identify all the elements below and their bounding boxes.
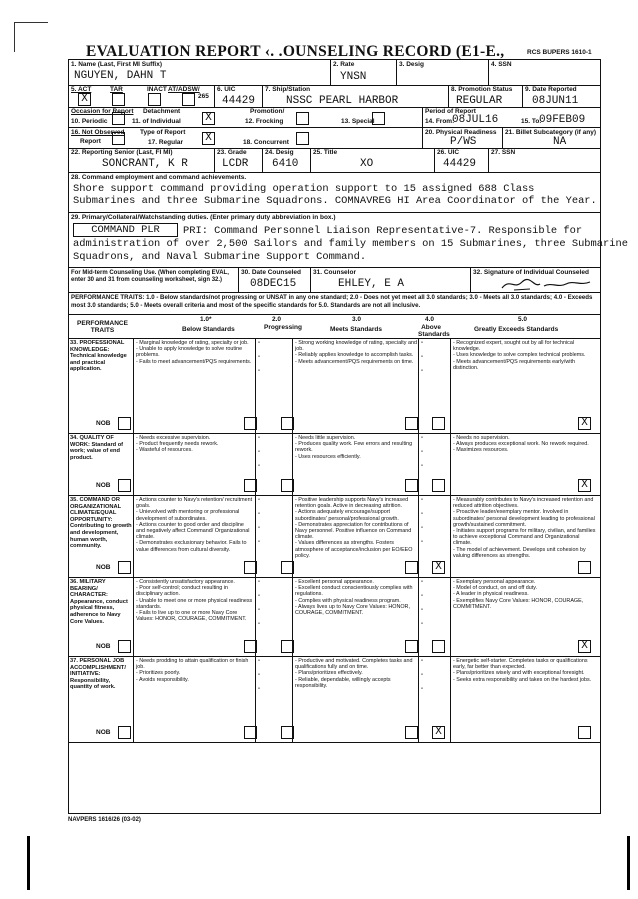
- dash-mark: -: [421, 368, 423, 374]
- trait-standard: - Marginal knowledge of rating, specialty or job.: [136, 340, 249, 346]
- traits-header: PERFORMANCE TRAITS: [77, 320, 128, 334]
- dash-mark: -: [421, 672, 423, 678]
- form-title: EVALUATION REPORT ‹. .OUNSELING RECORD (E1-E.,: [86, 43, 505, 60]
- date-counseled-label: 30. Date Counseled: [241, 269, 301, 276]
- not-observed-label: 16. Not Observed: [71, 129, 125, 136]
- grade-checkbox-2[interactable]: [281, 726, 294, 739]
- grade-2-sub: Progressing: [264, 324, 302, 331]
- grade-checkbox-5[interactable]: X: [578, 479, 591, 492]
- trait-standard: - Initiates support programs for military, civilian, and families to achieve exceptional Command and Organizational climate.: [453, 528, 596, 547]
- grade-checkbox-5[interactable]: [578, 726, 591, 739]
- member-name: NGUYEN, DAHN T: [74, 70, 167, 82]
- command-employment-label: 28. Command employment and command achievements.: [71, 174, 247, 181]
- promotion-label: Promotion/: [250, 108, 285, 115]
- billet-label: 21. Billet Subcategory (if any): [505, 129, 597, 136]
- grade-value: LCDR: [222, 158, 249, 170]
- counselor-value: EHLEY, E A: [338, 278, 405, 290]
- member-signature: [500, 276, 592, 292]
- grade-checkbox-2[interactable]: [281, 561, 294, 574]
- duties-line3: Squadrons, and Naval Submarine Support Command.: [73, 251, 367, 263]
- occasion-label: Occasion for Report: [71, 108, 134, 115]
- grade-3-header: 3.0: [352, 316, 362, 323]
- grade-checkbox-1[interactable]: [244, 640, 257, 653]
- title-label: 25. Title: [313, 149, 338, 156]
- title-value: XO: [360, 158, 374, 170]
- trait-standard: - Consistently unsatisfactory appearance.: [136, 579, 235, 585]
- dash-mark: -: [421, 621, 423, 627]
- dash-mark: -: [421, 511, 423, 517]
- ssn-label: 4. SSN: [491, 61, 512, 68]
- meets-standards-list: [295, 340, 417, 365]
- reporting-senior-value: SONCRANT, K R: [102, 158, 188, 170]
- concurrent-checkbox[interactable]: [296, 132, 309, 145]
- below-standards-list: [136, 658, 254, 683]
- grade-checkbox-nob[interactable]: [118, 726, 131, 739]
- rate-value: YNSN: [340, 71, 367, 83]
- trait-standard: - Needs excessive supervision.: [136, 435, 211, 441]
- frocking-checkbox[interactable]: [296, 112, 309, 125]
- inact-checkbox[interactable]: [148, 93, 161, 106]
- grade-4-sub: Above Standards: [418, 324, 450, 338]
- to-label: 15. To:: [521, 118, 542, 125]
- duties-label: 29. Primary/Collateral/Watchstanding duties. (Enter primary duty abbreviation in box.): [71, 214, 336, 221]
- nob-label: NOB: [96, 564, 111, 571]
- atadsw-checkbox[interactable]: [182, 93, 195, 106]
- dash-mark: -: [258, 658, 260, 664]
- dash-mark: -: [421, 340, 423, 346]
- dash-mark: -: [258, 621, 260, 627]
- trait-standard: - Maximizes resources.: [453, 447, 509, 454]
- date-reported-label: 9. Date Reported: [525, 86, 577, 93]
- trait-standard: - Unable to apply knowledge to solve routine problems.: [136, 346, 243, 359]
- greatly-exceeds-list: [453, 435, 599, 454]
- date-reported-value: 08JUN11: [532, 95, 579, 107]
- grade-1-header: 1.0*: [200, 316, 212, 323]
- primary-duty-box: COMMAND PLR: [73, 223, 178, 237]
- rate-label: 2. Rate: [333, 61, 355, 68]
- special-checkbox[interactable]: [372, 112, 385, 125]
- nob-label: NOB: [96, 643, 111, 650]
- greatly-exceeds-list: [453, 340, 599, 371]
- dash-mark: -: [258, 579, 260, 585]
- below-standards-list: [136, 340, 254, 365]
- grade-checkbox-4[interactable]: [432, 417, 445, 430]
- trait-standard: - Actions adequately encourage/support subordinates' personal/professional growth.: [295, 509, 399, 522]
- trait-standard: - Exemplifies Navy Core Values: HONOR, COURAGE, COMMITMENT.: [453, 597, 584, 610]
- dash-mark: -: [421, 463, 423, 469]
- meets-standards-list: [295, 658, 417, 689]
- dash-mark: -: [258, 354, 260, 360]
- rcs-number: RCS BUPERS 1610-1: [527, 49, 592, 56]
- grade-checkbox-2[interactable]: [281, 640, 294, 653]
- dash-mark: -: [258, 672, 260, 678]
- dash-mark: -: [421, 579, 423, 585]
- nob-label: NOB: [96, 729, 111, 736]
- trait-standard: - Reliable, dependable, willingly accepts responsibility.: [295, 676, 391, 689]
- trait-standard: - Produces quality work. Few errors and resulting rework.: [295, 441, 413, 454]
- dash-mark: -: [258, 539, 260, 545]
- trait-standard: - Excellent conduct conscientiously complies with regulations.: [295, 585, 413, 598]
- trait-standard: - Excellent personal appearance.: [295, 579, 374, 585]
- periodic-checkbox[interactable]: [112, 112, 125, 125]
- form-footer: NAVPERS 1616/26 (03-02): [68, 817, 141, 823]
- grade-checkbox-3[interactable]: [405, 561, 418, 574]
- performance-note: PERFORMANCE TRAITS: 1.0 - Below standards/not progressing or UNSAT in any one standard; 2.0 - Does not yet meet all 3.0 standards; 3.0 - Meets all 3.0 standards; 4.0 - Exceeds most 3.0 standards; 5.0 - Meets overall criteria and most of the specific standards for 5.0. Standards are not all inclusive.: [71, 294, 593, 309]
- desig-label: 3. Desig: [399, 61, 424, 68]
- trait-standard: - Wasteful of resources.: [136, 447, 193, 454]
- grade-checkbox-5[interactable]: [578, 561, 591, 574]
- trait-standard: - Proactive leader/exemplary mentor. Involved in subordinates' personal development leading to professional growth/sustained commitment.: [453, 509, 595, 528]
- trait-name: 36. MILITARY BEARING/ CHARACTER: Appearance, conduct physical fitness, adherence to Navy Core Values.: [70, 579, 128, 625]
- x265-label: 265: [198, 93, 209, 100]
- grade-checkbox-4[interactable]: X: [432, 561, 445, 574]
- grade-checkbox-1[interactable]: [244, 479, 257, 492]
- senior-desig-value: 6410: [272, 158, 299, 170]
- scan-bar-left: [27, 836, 30, 890]
- trait-name: 34. QUALITY OF WORK: Standard of work; value of end product.: [70, 435, 124, 461]
- meets-standards-list: [295, 579, 417, 616]
- name-label: 1. Name (Last, First MI Suffix): [71, 61, 163, 68]
- trait-standard: - Needs no supervision.: [453, 435, 510, 441]
- trait-standard: - Fails to live up to one or more Navy Core Values: HONOR, COURAGE, COMMITMENT.: [136, 610, 247, 623]
- type-report-label: Type of Report: [140, 129, 186, 136]
- trait-standard: - Unable to meet one or more physical readiness standards.: [136, 597, 253, 610]
- detachment-label: Detachment: [143, 108, 181, 115]
- grade-checkbox-1[interactable]: [244, 417, 257, 430]
- trait-standard: - Energetic self-starter. Completes tasks or qualifications early, far better than expected.: [453, 658, 588, 671]
- midterm-label: For Mid-term Counseling Use. (When completing EVAL, enter 30 and 31 from counseling worksheet, sign 32.): [71, 270, 229, 283]
- trait-standard: - Always produces exceptional work. No rework required.: [453, 441, 589, 448]
- grade-checkbox-1[interactable]: [244, 561, 257, 574]
- tar-label: TAR: [110, 86, 123, 93]
- below-standards-list: [136, 579, 254, 622]
- nob-label: NOB: [96, 482, 111, 489]
- dash-mark: -: [258, 368, 260, 374]
- grade-checkbox-4[interactable]: [432, 479, 445, 492]
- from-label: 14. From:: [425, 118, 455, 125]
- readiness-label: 20. Physical Readiness: [425, 129, 497, 136]
- duties-line1: PRI: Command Personnel Liaison Representative-7. Responsible for: [183, 225, 583, 237]
- scan-corner-mark: [14, 22, 48, 23]
- duties-line2: administration of over 2,500 Sailors and family members on 15 Submarines, three Submarine: [73, 238, 628, 250]
- senior-ssn-label: 27. SSN: [491, 149, 516, 156]
- trait-standard: - Exemplary personal appearance.: [453, 579, 536, 585]
- trait-standard: - Demonstrates exclusionary behavior. Fails to value differences from cultural diversity.: [136, 540, 247, 553]
- dash-mark: -: [421, 449, 423, 455]
- trait-standard: - Avoids responsibility.: [136, 676, 189, 683]
- grade-checkbox-3[interactable]: [405, 726, 418, 739]
- concurrent-label: 18. Concurrent: [243, 139, 289, 146]
- ship-value: NSSC PEARL HARBOR: [286, 95, 399, 107]
- senior-uic-label: 26. UIC: [437, 149, 460, 156]
- atadsw-label: AT/ADSW/: [168, 86, 200, 93]
- grade-checkbox-4[interactable]: X: [432, 726, 445, 739]
- grade-checkbox-nob[interactable]: [118, 417, 131, 430]
- grade-label: 23. Grade: [217, 149, 247, 156]
- scan-corner-mark-v: [14, 22, 15, 52]
- trait-standard: - Model of conduct, on and off duty.: [453, 585, 538, 592]
- dash-mark: -: [258, 593, 260, 599]
- dash-mark: -: [421, 539, 423, 545]
- dash-mark: -: [258, 686, 260, 692]
- grade-checkbox-3[interactable]: [405, 640, 418, 653]
- trait-standard: - Needs little supervision.: [295, 435, 356, 441]
- scan-bar-right: [627, 836, 630, 890]
- periodic-label: 10. Periodic: [71, 118, 108, 125]
- dash-mark: -: [258, 511, 260, 517]
- counselor-label: 31. Counselor: [313, 269, 356, 276]
- billet-value: NA: [553, 136, 567, 148]
- dash-mark: -: [421, 435, 423, 441]
- grade-checkbox-nob[interactable]: [118, 640, 131, 653]
- command-employment-text: Shore support command providing operation support to 15 assigned 688 Class Submarines and three Submarine Squadrons. COMNAVREG HI Area Coordinator of the Year.: [73, 183, 597, 207]
- trait-standard: - Prioritizes poorly.: [136, 670, 181, 677]
- readiness-value: P/WS: [450, 136, 477, 148]
- trait-standard: - Actions counter to Navy's retention/ recruitment goals.: [136, 497, 253, 510]
- dash-mark: -: [258, 525, 260, 531]
- promo-status-label: 8. Promotion Status: [451, 86, 513, 93]
- tar-checkbox[interactable]: [112, 93, 125, 106]
- period-label: Period of Report: [425, 108, 476, 115]
- nob-label: NOB: [96, 420, 111, 427]
- trait-standard: - Strong working knowledge of rating, specialty and job.: [295, 340, 417, 353]
- trait-standard: - Needs prodding to attain qualification or finish job.: [136, 658, 249, 671]
- act-checkbox[interactable]: X: [78, 93, 91, 106]
- greatly-exceeds-list: [453, 497, 599, 559]
- not-observed-checkbox[interactable]: [112, 132, 125, 145]
- greatly-exceeds-list: [453, 579, 599, 610]
- trait-standard: - Always lives up to Navy Core Values: HONOR, COURAGE, COMMITMENT.: [295, 603, 410, 617]
- senior-desig-label: 24. Desig: [265, 149, 294, 156]
- grade-3-sub: Meets Standards: [330, 326, 383, 333]
- trait-standard: - Plans/prioritizes effectively.: [295, 670, 363, 677]
- trait-standard: - Recognized expert, sought out by all for technical knowledge.: [453, 340, 575, 353]
- trait-standard: - Productive and motivated. Completes tasks and qualifications fully and on time.: [295, 658, 413, 671]
- trait-standard: - Product frequently needs rework.: [136, 441, 219, 448]
- grade-checkbox-4[interactable]: [432, 640, 445, 653]
- dash-mark: -: [258, 497, 260, 503]
- greatly-exceeds-list: [453, 658, 599, 683]
- uic-value: 44429: [222, 95, 256, 107]
- trait-standard: - Poor self-control; conduct resulting in disciplinary action.: [136, 585, 228, 598]
- regular-checkbox[interactable]: X: [202, 132, 215, 145]
- dash-mark: -: [258, 449, 260, 455]
- senior-uic-value: 44429: [443, 158, 477, 170]
- trait-standard: - The model of achievement. Develops unit cohesion by valuing differences as strengths.: [453, 546, 586, 559]
- grade-1-sub: Below Standards: [182, 326, 235, 333]
- grade-5-sub: Greatly Exceeds Standards: [474, 326, 559, 333]
- trait-standard: - Uses resources efficiently.: [295, 453, 361, 460]
- trait-standard: - Values differences as strengths. Fosters atmosphere of acceptance/inclusion per EO/EEO policy.: [295, 540, 413, 559]
- dash-mark: -: [421, 607, 423, 613]
- date-counseled-value: 08DEC15: [250, 278, 297, 290]
- trait-standard: - Reliably applies knowledge to accomplish tasks.: [295, 352, 414, 359]
- ship-label: 7. Ship/Station: [265, 86, 311, 93]
- grade-checkbox-nob[interactable]: [118, 479, 131, 492]
- grade-checkbox-2[interactable]: [281, 479, 294, 492]
- grade-2-header: 2.0: [272, 316, 282, 323]
- below-standards-list: [136, 497, 254, 553]
- dash-mark: -: [421, 525, 423, 531]
- report-label: Report: [80, 138, 101, 145]
- trait-standard: - Unievolved with mentoring or professional development of subordinates.: [136, 509, 240, 522]
- grade-checkbox-5[interactable]: X: [578, 417, 591, 430]
- grade-checkbox-nob[interactable]: [118, 561, 131, 574]
- act-label: 5. ACT: [71, 86, 92, 93]
- meets-standards-list: [295, 435, 417, 460]
- period-to: 09FEB09: [539, 114, 586, 126]
- trait-standard: - Positive leadership supports Navy's increased retention goals. Active in decreasing attrition.: [295, 497, 409, 510]
- dash-mark: -: [421, 686, 423, 692]
- grade-checkbox-2[interactable]: [281, 417, 294, 430]
- dash-mark: -: [421, 593, 423, 599]
- special-label: 13. Special: [341, 118, 375, 125]
- meets-standards-list: [295, 497, 417, 559]
- trait-name: 35. COMMAND OR ORGANIZATIONAL CLIMATE/EQUAL OPPORTUNITY: Contributing to growth and development, human worth, community.: [70, 497, 132, 550]
- grade-checkbox-3[interactable]: [405, 479, 418, 492]
- dash-mark: -: [421, 354, 423, 360]
- trait-standard: - Plans/prioritizes wisely and with exceptional foresight.: [453, 670, 585, 677]
- below-standards-list: [136, 435, 254, 454]
- dash-mark: -: [421, 658, 423, 664]
- frocking-label: 12. Frocking: [245, 118, 284, 125]
- regular-label: 17. Regular: [148, 139, 184, 146]
- trait-standard: - Measurably contributes to Navy's increased retention and reduced attrition objectives.: [453, 497, 594, 510]
- trait-standard: - Demonstrates appreciation for contributions of Navy personnel. Positive influence on Command climate.: [295, 521, 412, 541]
- uic-label: 6. UIC: [217, 86, 236, 93]
- dash-mark: -: [258, 463, 260, 469]
- individual-checkbox[interactable]: X: [202, 112, 215, 125]
- trait-standard: - Uses knowledge to solve complex technical problems.: [453, 352, 586, 359]
- trait-standard: - A leader in physical readiness.: [453, 591, 529, 598]
- grade-5-header: 5.0: [518, 316, 528, 323]
- promo-status-value: REGULAR: [456, 95, 503, 107]
- grade-checkbox-1[interactable]: [244, 726, 257, 739]
- dash-mark: -: [258, 435, 260, 441]
- dash-mark: -: [421, 497, 423, 503]
- indiv-label: 11. of Individual: [132, 118, 181, 125]
- trait-standard: - Meets advancement/PQS requirements early/with distinction.: [453, 358, 575, 371]
- trait-standard: - Meets advancement/PQS requirements on time.: [295, 358, 414, 365]
- trait-standard: - Seeks extra responsibility and takes on the hardest jobs.: [453, 676, 592, 683]
- signature-label: 32. Signature of Individual Counseled: [473, 269, 589, 276]
- grade-checkbox-5[interactable]: X: [578, 640, 591, 653]
- dash-mark: -: [258, 340, 260, 346]
- trait-standard: - Complies with physical readiness program.: [295, 597, 401, 604]
- dash-mark: -: [258, 607, 260, 613]
- trait-name: 37. PERSONAL JOB ACCOMPLISHMENT/ INITIATIVE: Responsibility, quantity of work.: [70, 658, 126, 691]
- grade-checkbox-3[interactable]: [405, 417, 418, 430]
- grade-4-header: 4.0: [425, 316, 435, 323]
- trait-standard: - Fails to meet advancement/PQS requirements.: [136, 358, 252, 365]
- inact-label: INACT: [147, 86, 167, 93]
- reporting-senior-label: 22. Reporting Senior (Last, FI MI): [71, 149, 173, 156]
- period-from: 08JUL16: [452, 114, 499, 126]
- trait-name: 33. PROFESSIONAL KNOWLEDGE: Technical knowledge and practical application.: [70, 340, 127, 373]
- trait-standard: - Actions counter to good order and discipline and negatively affect Command/ Organizational climate.: [136, 521, 250, 541]
